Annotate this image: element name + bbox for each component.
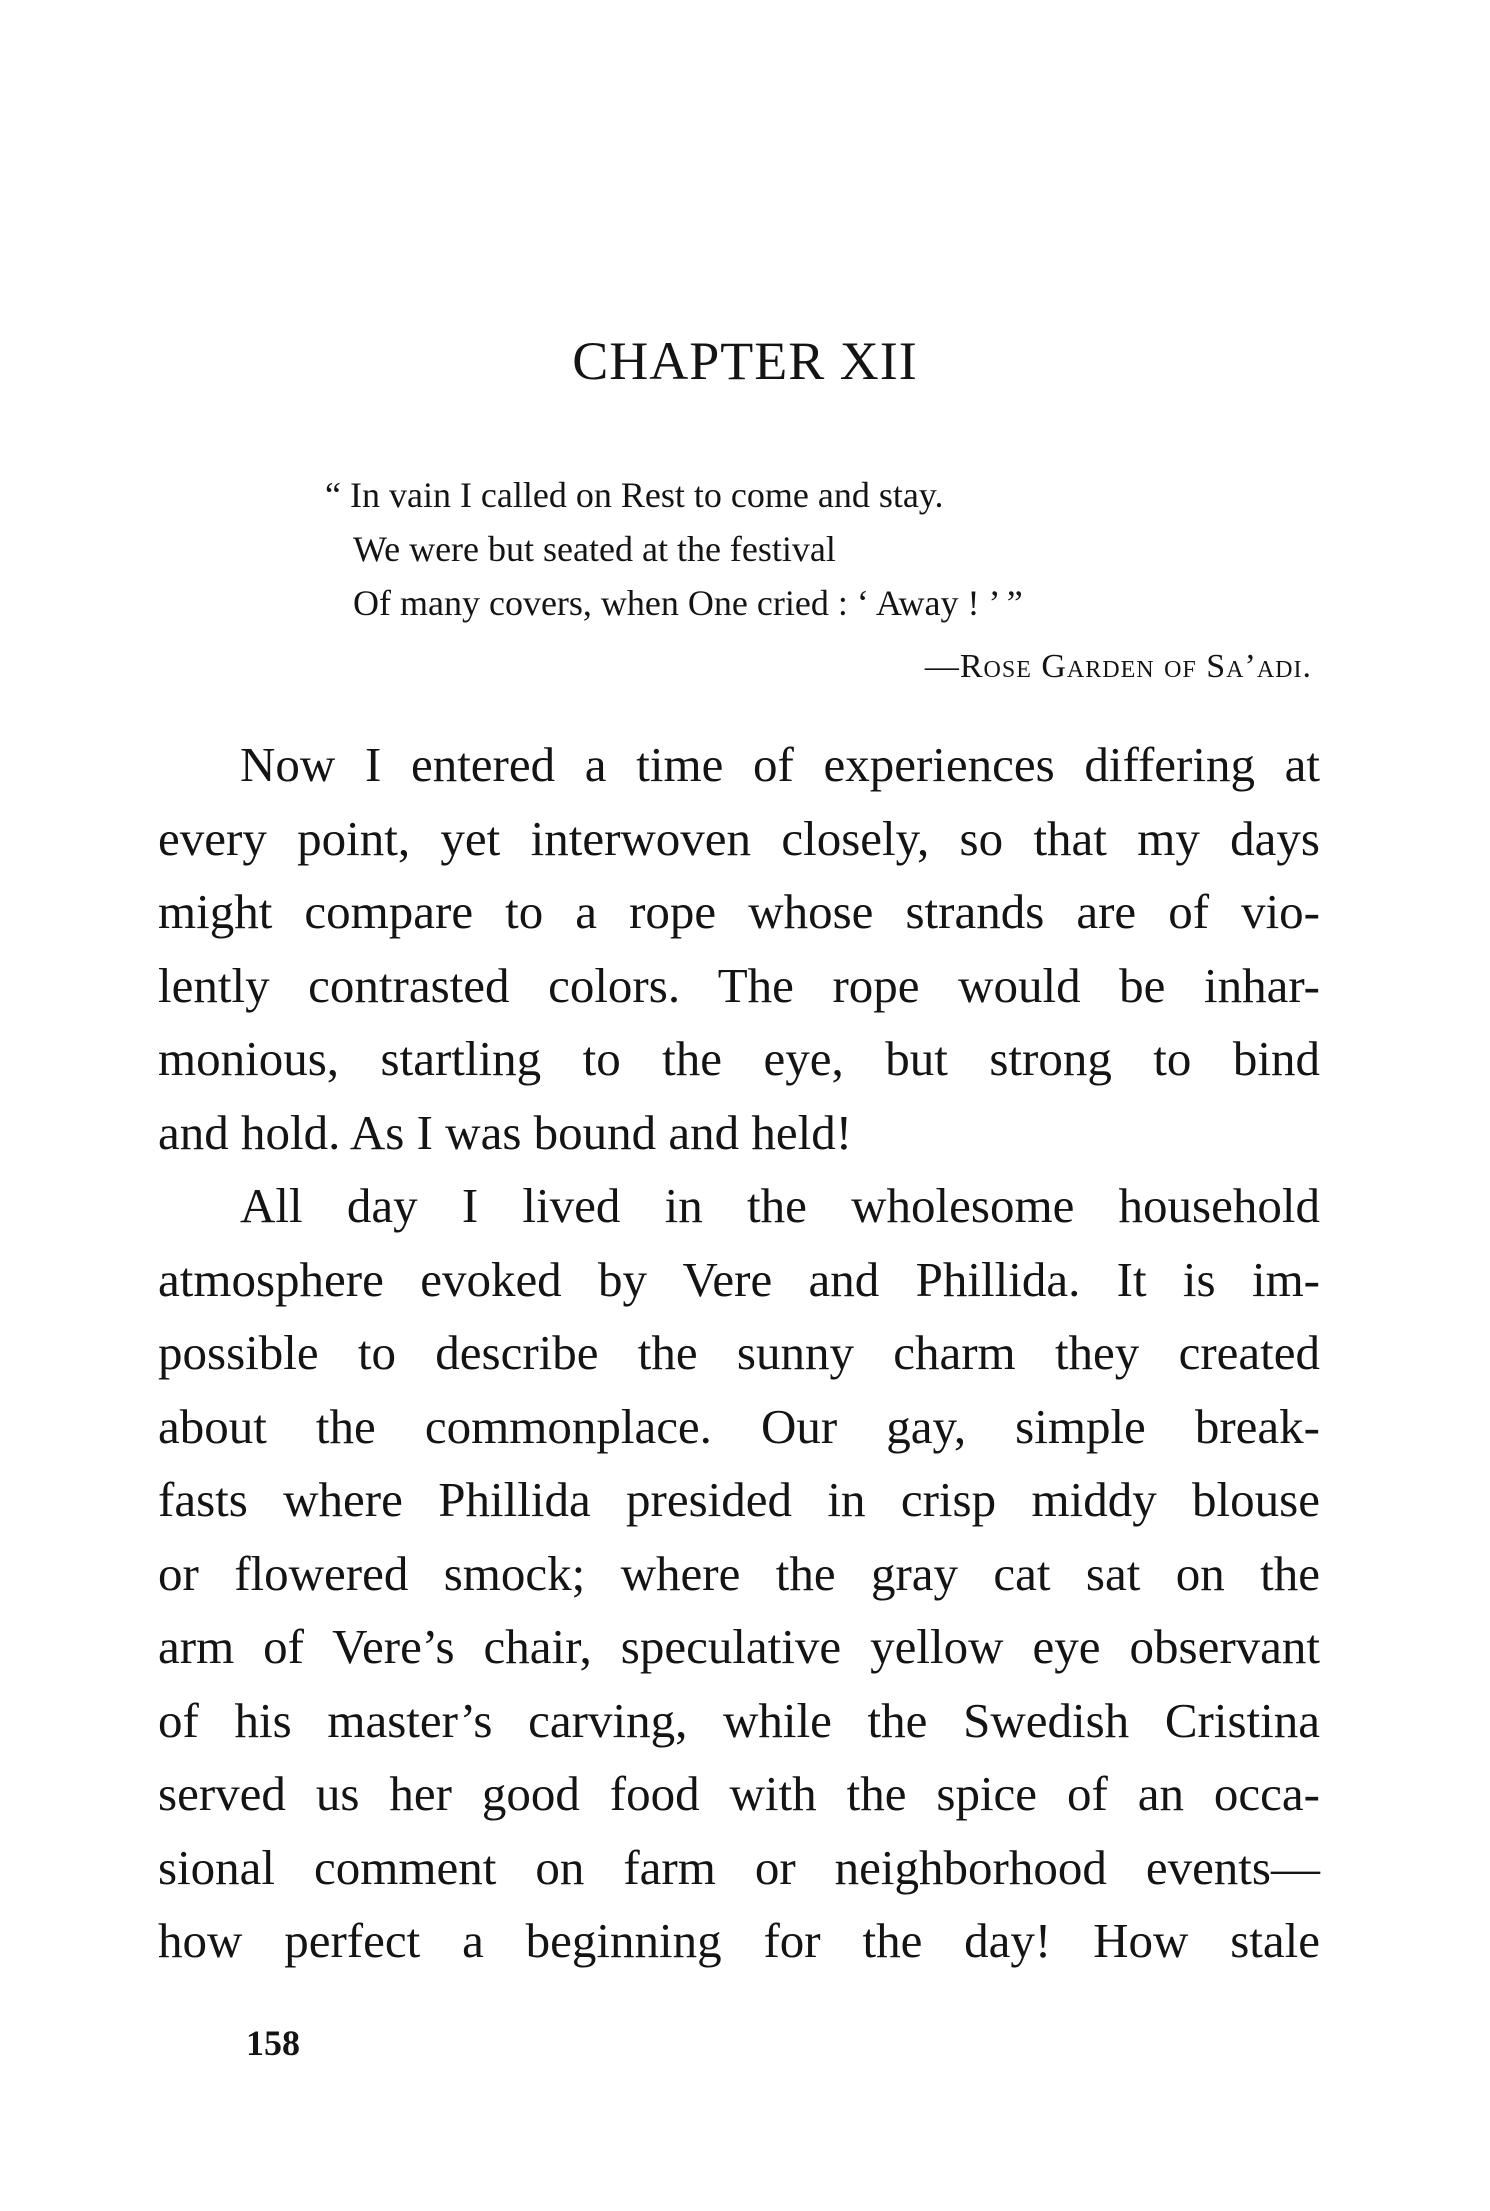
text-line: and hold. As I was bound and held! bbox=[158, 1104, 853, 1160]
epigraph-line: We were but seated at the festival bbox=[353, 529, 836, 569]
paragraph-1 bbox=[158, 728, 1320, 1169]
epigraph-attribution: —Rose Garden of Sa’adi. bbox=[924, 648, 1312, 685]
text-line: or flowered smock; where the gray cat sat on the bbox=[158, 1545, 1320, 1601]
chapter-title: CHAPTER XII bbox=[572, 331, 918, 391]
text-line: lently contrasted colors. The rope would be inhar- bbox=[158, 957, 1320, 1013]
body-text bbox=[158, 728, 1320, 1978]
text-line: atmosphere evoked by Vere and Phillida. It is im- bbox=[158, 1251, 1320, 1307]
text-line: about the commonplace. Our gay, simple break- bbox=[158, 1398, 1320, 1454]
text-line: arm of Vere’s chair, speculative yellow eye observant bbox=[158, 1619, 1320, 1674]
text-line: might compare to a rope whose strands are of vio- bbox=[158, 884, 1320, 939]
text-line: possible to describe the sunny charm they created bbox=[158, 1325, 1320, 1380]
text-line: monious, startling to the eye, but strong to bind bbox=[158, 1031, 1320, 1086]
text-line: how perfect a beginning for the day! How stale bbox=[158, 1913, 1320, 1968]
text-line: sional comment on farm or neighborhood events— bbox=[158, 1839, 1320, 1895]
text-line: served us her good food with the spice of an occa- bbox=[158, 1766, 1320, 1821]
paragraph-2 bbox=[158, 1169, 1320, 1978]
text-line: Now I entered a time of experiences differing at bbox=[240, 737, 1320, 792]
epigraph bbox=[325, 468, 1023, 630]
page-number: 158 bbox=[246, 2023, 300, 2063]
text-line: of his master’s carving, while the Swedish Cristina bbox=[158, 1692, 1320, 1748]
epigraph-line: Of many covers, when One cried : ‘ Away ! ’ ” bbox=[353, 583, 1023, 623]
text-line: All day I lived in the wholesome household bbox=[240, 1178, 1320, 1233]
text-line: fasts where Phillida presided in crisp middy blouse bbox=[158, 1472, 1320, 1527]
text-line: every point, yet interwoven closely, so that my days bbox=[158, 810, 1320, 866]
epigraph-line: “ In vain I called on Rest to come and stay. bbox=[325, 475, 944, 515]
